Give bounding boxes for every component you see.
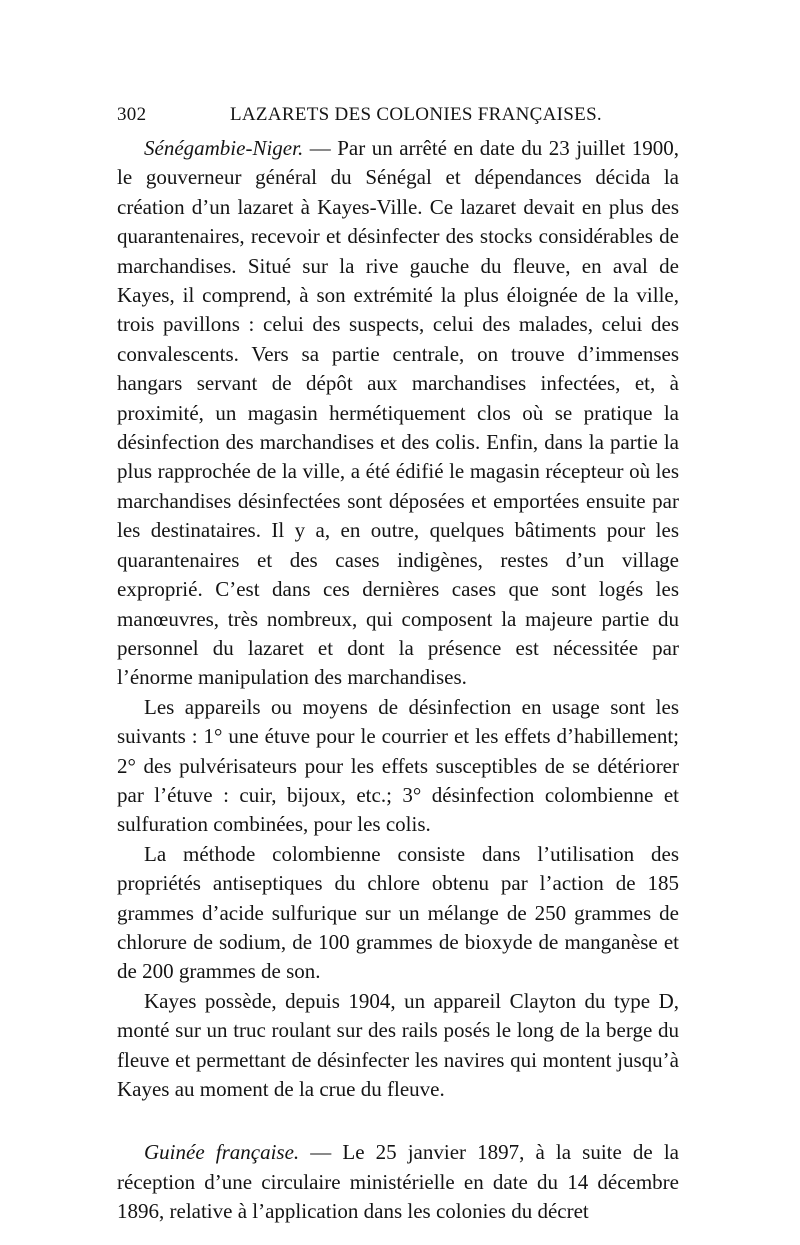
paragraph-text: La méthode colombienne consiste dans l’utilisation des propriétés antiseptiques du chlore obtenu par l’action de 185 grammes d’acide sulfurique sur un mélange de 250 grammes de chlorure de sodium, de 100 grammes de bioxyde de manganèse et de 200 grammes de son. bbox=[117, 841, 679, 984]
paragraph-kayes-clayton bbox=[117, 987, 679, 1105]
paragraph-text: Kayes possède, depuis 1904, un appareil Clayton du type D, monté sur un truc roulant sur des rails posés le long de la berge du fleuve et permettant de désinfecter les navires qui montent jusqu’à Kayes au moment de la crue du fleuve. bbox=[117, 988, 679, 1101]
section-heading-guinee-francaise: Guinée française. bbox=[144, 1140, 300, 1165]
running-head bbox=[117, 104, 679, 134]
running-title: LAZARETS DES COLONIES FRANÇAISES. bbox=[230, 104, 602, 125]
section-heading-senegambie-niger: Sénégambie-Niger. bbox=[144, 136, 304, 160]
paragraph-senegambie-niger bbox=[117, 134, 679, 693]
section-divider-space bbox=[117, 1104, 679, 1138]
paragraph-methode-colombienne bbox=[117, 840, 679, 987]
paragraph-text: Les appareils ou moyens de désinfection en usage sont les suivants : 1° une étuve pour le courrier et les effets d’habillement; 2° des pulvérisateurs pour les effets susceptibles de se détériorer par l’étuve : cuir, bijoux, etc.; 3° désinfection colombienne et sulfuration combinées, pour les colis. bbox=[117, 694, 679, 837]
paragraph-guinee-francaise bbox=[117, 1138, 679, 1226]
paragraph-text: — Le 25 janvier 1897, à la suite de la réception d’une circulaire ministérielle en date du 14 décembre 1896, relative à l’application dans les colonies du décret bbox=[117, 1140, 679, 1224]
paragraph-appareils bbox=[117, 693, 679, 840]
paragraph-text: — Par un arrêté en date du 23 juillet 1900, le gouverneur général du Sénégal et dépendances décida la création d’un lazaret à Kayes-Ville. Ce lazaret devait en plus des quarantenaires, recevoir et désinfecter des stocks considérables de marchandises. Situé sur la rive gauche du fleuve, en aval de Kayes, il comprend, à son extrémité la plus éloignée de la ville, trois pavillons : celui des suspects, celui des malades, celui des convalescents. Vers sa partie centrale, on trouve d’immenses hangars servant de dépôt aux marchandises infectées, et, à proximité, un magasin hermétiquement clos où se pratique la désinfection des marchandises et des colis. Enfin, dans la partie la plus rapprochée de la ville, a été édifié le magasin récepteur où les marchandises désinfectées sont déposées et emportées ensuite par les destinataires. Il y a, en outre, quelques bâtiments pour les quarantenaires et des cases indigènes, restes d’un village exproprié. C’est dans ces dernières cases que sont logés les manœuvres, très nombreux, qui composent la majeure partie du personnel du lazaret et dont la présence est nécessitée par l’énorme manipulation des marchandises. bbox=[117, 136, 679, 690]
page-number: 302 bbox=[117, 104, 147, 125]
book-page bbox=[117, 104, 679, 1227]
